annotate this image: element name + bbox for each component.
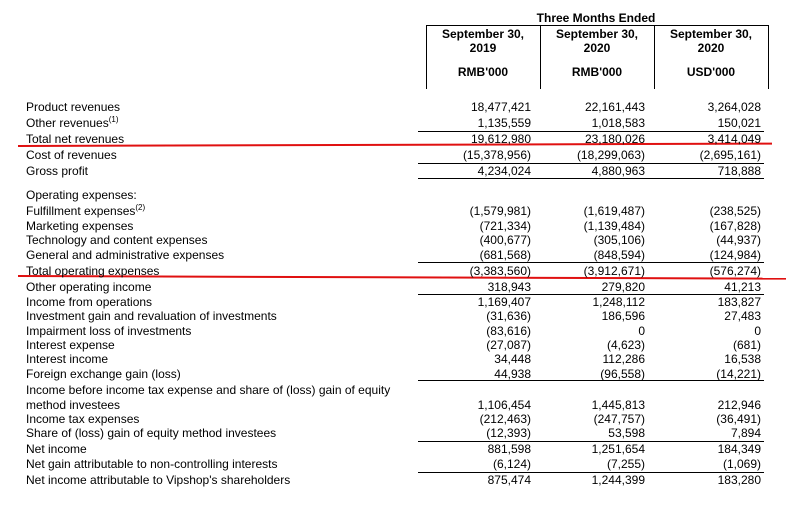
header-top-rule	[426, 25, 768, 26]
row-label: Investment gain and revaluation of investments	[26, 309, 277, 323]
row-value-col1: (400,677)	[479, 233, 531, 247]
row-underline	[646, 178, 764, 179]
row-label	[26, 204, 145, 218]
header-group-title: Three Months Ended	[536, 11, 656, 25]
row-value-col2: 112,286	[602, 352, 645, 366]
row-value-col2: 1,244,399	[591, 473, 645, 487]
row-value-col3: (124,984)	[709, 248, 761, 262]
row-value-col3: (576,274)	[709, 264, 761, 278]
row-value-col1: (27,087)	[486, 338, 531, 352]
row-value-col2: 53,598	[608, 426, 645, 440]
row-label: Product revenues	[26, 100, 121, 114]
row-value-col1: 4,234,024	[477, 164, 531, 178]
row-underline	[532, 262, 648, 263]
row-value-col2: (7,255)	[606, 457, 645, 471]
row-value-col3: 3,414,049	[707, 132, 761, 146]
col3-unit: USD'000	[686, 65, 736, 79]
row-value-col2: (4,623)	[606, 338, 645, 352]
row-value-col2: (96,558)	[600, 367, 645, 381]
col1-unit: RMB'000	[457, 65, 509, 79]
row-value-col2: 22,161,443	[584, 100, 645, 114]
row-label: Income tax expenses	[26, 412, 140, 426]
row-value-col3: 41,213	[724, 280, 761, 294]
row-label: Cost of revenues	[26, 148, 117, 162]
header-col-divider	[768, 25, 769, 89]
header-col-divider	[654, 25, 655, 89]
row-value-col2: (247,757)	[593, 412, 645, 426]
footnote-marker: (2)	[135, 203, 146, 212]
row-value-col3: 212,946	[717, 398, 761, 412]
row-value-col3: 184,349	[717, 442, 761, 456]
row-label: Total operating expenses	[26, 264, 160, 278]
row-label: Total net revenues	[26, 132, 125, 146]
row-label: Income before income tax expense and share of (loss) gain of equity	[26, 383, 391, 397]
row-value-col2: 1,018,583	[591, 116, 645, 130]
row-value-col1: (6,124)	[492, 457, 531, 471]
row-underline	[532, 178, 648, 179]
row-label: Foreign exchange gain (loss)	[26, 367, 181, 381]
row-value-col1: (212,463)	[479, 412, 531, 426]
row-underline	[646, 262, 764, 263]
row-value-col1: 318,943	[487, 280, 531, 294]
row-label: Net income attributable to Vipshop's shareholders	[26, 473, 291, 487]
row-value-col3: 3,264,028	[707, 100, 761, 114]
row-label: General and administrative expenses	[26, 248, 225, 262]
footnote-marker: (1)	[108, 115, 119, 124]
col3-date: September 30,	[669, 27, 753, 41]
row-label: Net gain attributable to non-controlling interests	[26, 457, 278, 471]
row-label: Impairment loss of investments	[26, 324, 192, 338]
row-value-col1: 1,169,407	[477, 295, 531, 309]
row-label: Marketing expenses	[26, 219, 134, 233]
row-label: method investees	[26, 398, 121, 412]
row-value-col3: (681)	[732, 338, 761, 352]
row-value-col1: 18,477,421	[470, 100, 531, 114]
header-col-divider	[540, 25, 541, 89]
row-label-text: Other revenues	[26, 116, 109, 130]
row-value-col2: 1,248,112	[592, 295, 645, 309]
row-value-col1: 875,474	[487, 473, 531, 487]
row-label: Interest expense	[26, 338, 115, 352]
row-value-col3: 0	[754, 324, 761, 338]
row-underline	[418, 262, 534, 263]
col3-year: 2020	[697, 41, 725, 55]
row-label: Income from operations	[26, 295, 153, 309]
row-value-col1: 34,448	[494, 352, 531, 366]
row-value-col2: 1,445,813	[591, 398, 645, 412]
row-value-col2: (1,139,484)	[583, 219, 645, 233]
row-value-col1: (721,334)	[479, 219, 531, 233]
row-value-col1: (1,579,981)	[469, 204, 531, 218]
header-col-divider	[426, 25, 427, 89]
row-label	[26, 116, 119, 130]
col2-date: September 30,	[555, 27, 639, 41]
col2-unit: RMB'000	[571, 65, 623, 79]
row-label-text: Fulfillment expenses	[26, 204, 136, 218]
row-value-col1: (3,383,560)	[469, 264, 531, 278]
row-value-col2: (848,594)	[593, 248, 645, 262]
row-value-col3: 27,483	[724, 309, 761, 323]
row-value-col3: 183,280	[717, 473, 761, 487]
row-value-col3: (238,525)	[709, 204, 761, 218]
row-value-col2: 0	[638, 324, 645, 338]
row-value-col3: (36,491)	[716, 412, 761, 426]
row-value-col3: 183,827	[717, 295, 761, 309]
row-value-col3: 16,538	[724, 352, 761, 366]
row-label: Interest income	[26, 352, 109, 366]
row-label: Technology and content expenses	[26, 233, 208, 247]
row-value-col1: 881,598	[487, 442, 531, 456]
section-label: Operating expenses:	[26, 188, 137, 202]
row-value-col3: (44,937)	[716, 233, 761, 247]
row-label: Share of (loss) gain of equity method investees	[26, 426, 277, 440]
row-value-col2: (1,619,487)	[583, 204, 645, 218]
row-value-col1: (15,378,956)	[462, 148, 531, 162]
red-highlight-line	[18, 143, 772, 147]
row-value-col3: (1,069)	[722, 457, 761, 471]
row-value-col1: 1,135,559	[477, 116, 531, 130]
row-value-col2: (305,106)	[593, 233, 645, 247]
row-value-col2: 4,880,963	[591, 164, 645, 178]
col2-year: 2020	[583, 41, 611, 55]
row-label: Other operating income	[26, 280, 152, 294]
row-value-col2: 1,251,654	[591, 442, 645, 456]
row-value-col3: (2,695,161)	[699, 148, 761, 162]
col1-date: September 30,	[441, 27, 525, 41]
row-value-col1: (83,616)	[486, 324, 531, 338]
row-underline	[418, 178, 534, 179]
row-label: Gross profit	[26, 164, 89, 178]
row-value-col3: 7,894	[730, 426, 761, 440]
row-value-col1: (681,568)	[479, 248, 531, 262]
row-value-col2: (18,299,063)	[576, 148, 645, 162]
row-value-col2: (3,912,671)	[583, 264, 645, 278]
row-value-col2: 186,596	[601, 309, 645, 323]
row-value-col2: 23,180,026	[584, 132, 645, 146]
row-value-col1: 1,106,454	[477, 398, 531, 412]
row-value-col1: 19,612,980	[470, 132, 531, 146]
row-value-col3: (14,221)	[716, 367, 761, 381]
row-label: Net income	[26, 442, 87, 456]
row-value-col2: 279,820	[601, 280, 645, 294]
row-value-col1: (12,393)	[486, 426, 531, 440]
row-value-col3: (167,828)	[709, 219, 761, 233]
row-value-col1: 44,938	[494, 367, 531, 381]
row-value-col1: (31,636)	[486, 309, 531, 323]
row-value-col3: 150,021	[717, 116, 761, 130]
row-value-col3: 718,888	[717, 164, 761, 178]
col1-year: 2019	[469, 41, 497, 55]
